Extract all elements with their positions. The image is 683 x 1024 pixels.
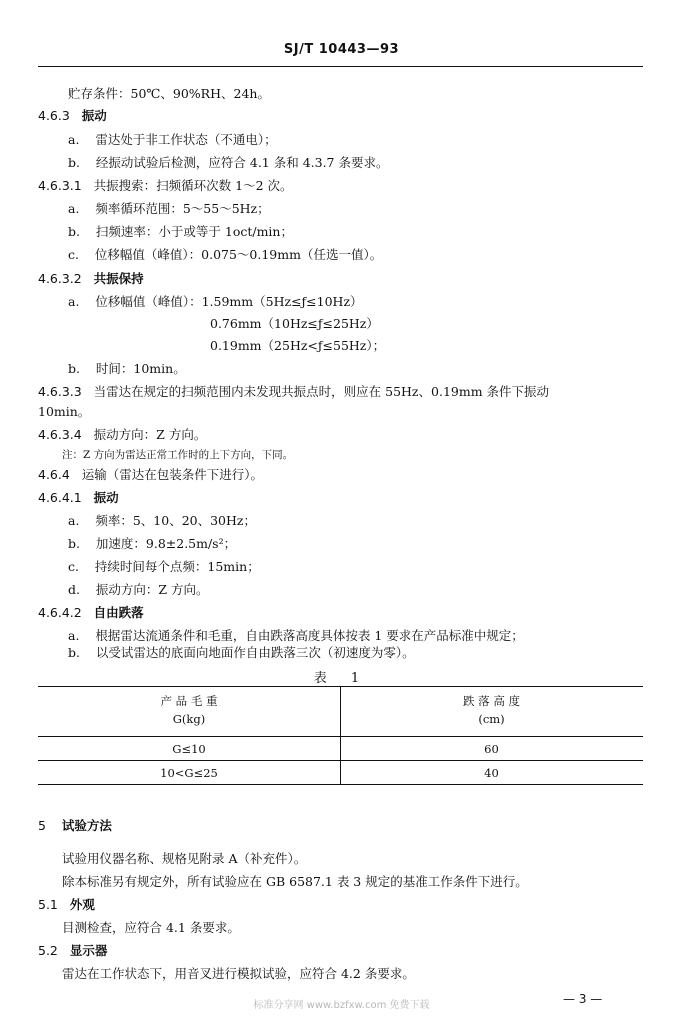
item-label: a. [68,513,80,528]
table-cell-weight: 10<G≤25 [160,766,218,780]
item-text: 扫频速率：小于或等于 1oct/min； [95,224,293,239]
item-4-6-4-2-a [68,628,524,644]
standard-code-header: SJ/T 10443—93 [283,42,400,57]
clause-4-6-3-1 [38,178,293,194]
item-4-6-3-2-a-line2: 0.76mm（10Hz≤ƒ≤25Hz） [210,316,379,331]
clause-text: 当雷达在规定的扫频范围内未发现共振点时，则应在 55Hz、0.19mm 条件下振动 [93,384,550,399]
section-5-paragraph-2: 除本标准另有规定外，所有试验应在 GB 6587.1 表 3 规定的基准工作条件下进行。 [62,874,528,889]
item-4-6-3-1-c [68,247,382,263]
item-text: 位移幅值（峰值）：1.59mm（5Hz≤ƒ≤10Hz） [95,294,363,309]
clause-title: 振动 [93,490,119,505]
item-text: 加速度：9.8±2.5m/s²； [95,536,237,551]
page-number: — 3 — [563,992,603,1006]
item-text: 以受试雷达的底面向地面作自由跌落三次（初速度为零）。 [95,645,415,660]
item-label: a. [68,201,80,216]
column-header-weight: 产 品 毛 重 [160,694,218,708]
clause-4-6-3 [38,108,107,124]
clause-4-6-3-3-continuation: 10min。 [38,404,91,419]
column-unit-weight: G(kg) [172,712,206,726]
clause-number: 4.6.3 [38,108,70,123]
clause-number: 5.1 [38,897,58,912]
clause-title: 共振保持 [93,271,144,286]
item-text: 振动方向：Z 方向。 [95,582,209,597]
table-cell-drop-height: 60 [484,742,499,756]
item-4-6-3-a [68,132,277,148]
table-title: 表 1 [313,671,370,686]
clause-number: 5.2 [38,943,58,958]
section-5-heading [38,818,112,834]
clause-5-1-text: 目测检查，应符合 4.1 条要求。 [62,920,240,935]
clause-number: 4.6.3.1 [38,178,82,193]
item-text: 位移幅值（峰值）：0.075～0.19mm（任选一值）。 [94,247,383,262]
item-4-6-4-2-b [68,645,415,661]
item-text: 根据雷达流通条件和毛重，自由跌落高度具体按表 1 要求在产品标准中规定； [95,628,524,643]
item-4-6-3-b [68,155,388,171]
item-4-6-3-2-a [68,294,363,310]
item-label: c. [68,559,79,574]
clause-number: 4.6.4 [38,467,70,482]
clause-4-6-4-2 [38,605,144,621]
item-text: 频率循环范围：5～55～5Hz； [95,201,270,216]
clause-number: 4.6.3.2 [38,271,82,286]
clause-title: 运输（雷达在包装条件下进行）。 [81,467,263,482]
item-4-6-3-2-a-line3: 0.19mm（25Hz<ƒ≤55Hz）； [210,338,386,353]
clause-4-6-4-1 [38,490,119,506]
clause-number: 4.6.4.1 [38,490,82,505]
direction-note: 注：Z 方向为雷达正常工作时的上下方向，下同。 [62,449,294,461]
item-label: a. [68,294,80,309]
item-4-6-4-1-b [68,536,236,552]
clause-title: 振动方向：Z 方向。 [93,427,207,442]
header-rule [38,66,643,67]
clause-number: 4.6.3.3 [38,384,82,399]
column-unit-drop-height: (cm) [478,712,505,726]
item-4-6-3-2-b [68,361,186,377]
item-label: a. [68,132,80,147]
column-header-drop-height: 跌 落 高 度 [463,694,520,708]
item-label: b. [68,536,80,551]
clause-title: 显示器 [69,943,108,958]
table-cell-drop-height: 40 [484,766,499,780]
item-label: b. [68,155,80,170]
clause-5-2-text: 雷达在工作状态下，用音叉进行模拟试验，应符合 4.2 条要求。 [62,966,415,981]
item-label: b. [68,224,80,239]
clause-5-1 [38,897,95,913]
clause-title: 共振搜索：扫频循环次数 1～2 次。 [93,178,293,193]
clause-number: 4.6.3.4 [38,427,82,442]
section-5-paragraph-1: 试验用仪器名称、规格见附录 A（补充件）。 [62,851,307,866]
item-4-6-4-1-d [68,582,209,598]
watermark-footer: 标准分享网 www.bzfxw.com 免费下载 [253,1000,430,1011]
item-text: 频率：5、10、20、30Hz； [95,513,257,528]
clause-5-2 [38,943,107,959]
item-4-6-3-1-a [68,201,270,217]
item-text: 持续时间每个点频：15min； [94,559,260,574]
table-cell-weight: G≤10 [172,742,206,756]
item-text: 经振动试验后检测，应符合 4.1 条和 4.3.7 条要求。 [95,155,389,170]
section-number: 5 [38,818,46,833]
storage-conditions: 贮存条件：50℃、90%RH、24h。 [68,86,270,101]
item-label: b. [68,361,80,376]
item-4-6-4-1-c [68,559,260,575]
item-label: b. [68,645,80,660]
clause-4-6-3-2 [38,271,144,287]
clause-4-6-3-3 [38,384,549,400]
item-label: c. [68,247,79,262]
item-text: 雷达处于非工作状态（不通电）； [95,132,277,147]
table-bottom-rule [38,784,643,785]
item-text: 时间：10min。 [95,361,186,376]
clause-number: 4.6.4.2 [38,605,82,620]
clause-title: 自由跌落 [93,605,144,620]
item-4-6-4-1-a [68,513,256,529]
clause-title: 振动 [81,108,107,123]
item-label: d. [68,582,80,597]
clause-4-6-4 [38,467,263,483]
clause-title: 外观 [69,897,95,912]
section-title: 试验方法 [61,818,112,833]
clause-4-6-3-4 [38,427,206,443]
item-4-6-3-1-b [68,224,293,240]
item-label: a. [68,628,80,643]
table-row-rule [38,760,643,761]
table-header-rule [38,736,643,737]
